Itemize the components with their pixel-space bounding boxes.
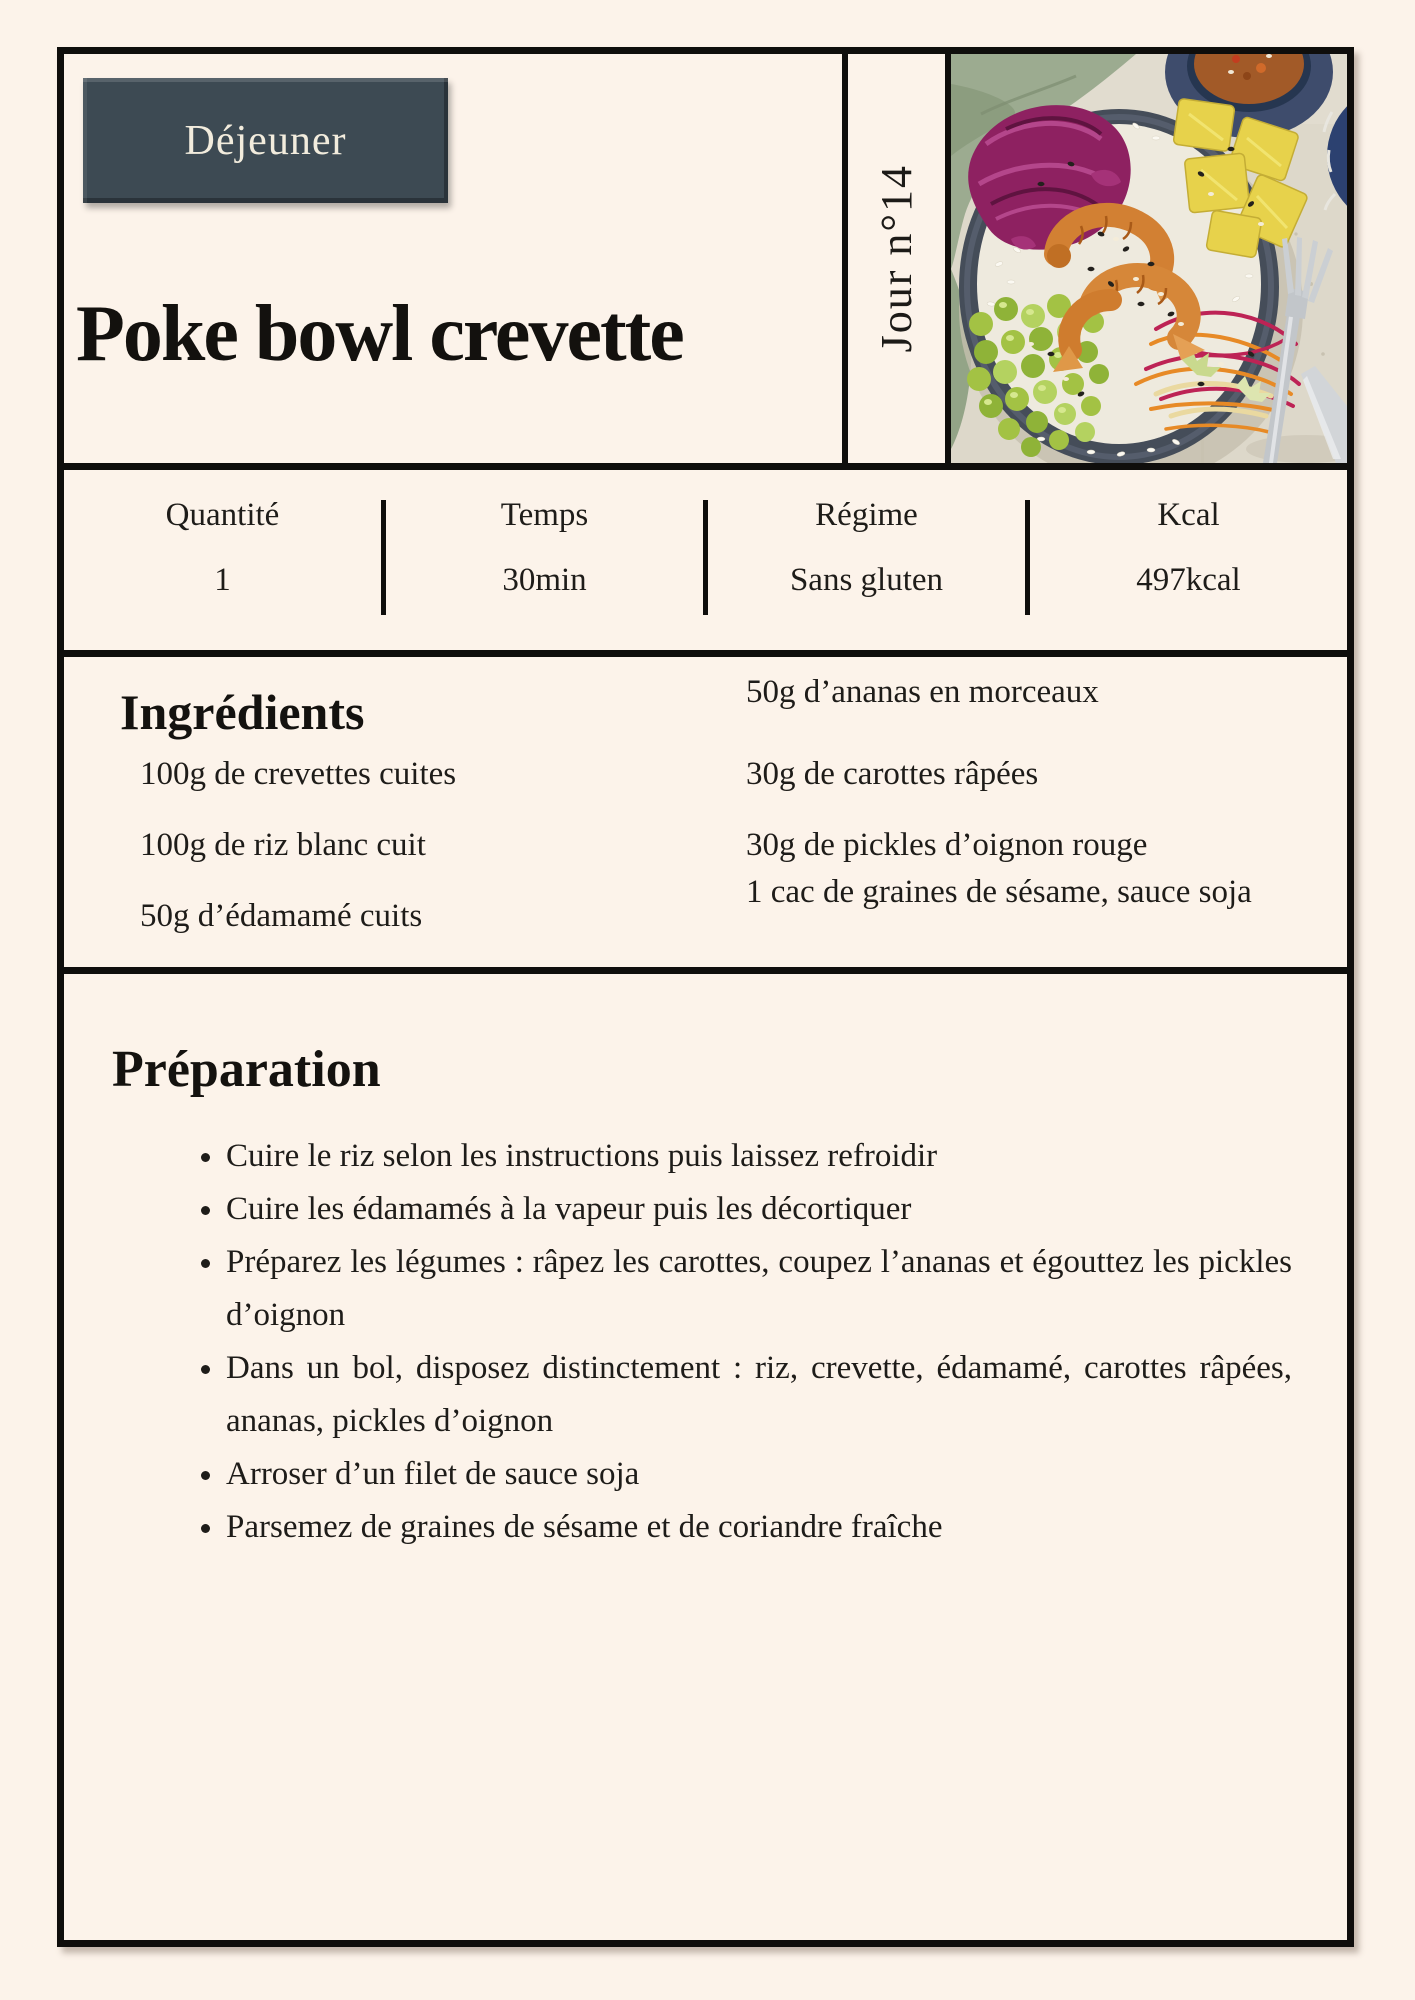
ingredients-heading: Ingrédients [120,684,365,740]
preparation-step: • Cuire les édamamés à la vapeur puis les décortiquer [226,1183,1292,1236]
info-value: 497kcal [1136,562,1241,598]
ingredient-item: 1 cac de graines de sésame, sauce soja [746,874,1252,910]
ingredient-item: 30g de carottes râpées [746,756,1039,792]
preparation-heading: Préparation [112,1041,381,1098]
header-row [64,54,1347,470]
info-value: 1 [214,562,231,598]
preparation-steps-list [192,1130,1292,1554]
recipe-title: Poke bowl crevette [76,290,683,378]
info-col-quantity [64,470,381,650]
info-value: Sans gluten [789,562,944,598]
ingredient-item: 100g de riz blanc cuit [140,827,426,863]
preparation-step: • Cuire le riz selon les instructions puis laissez refroidir [226,1130,1292,1183]
preparation-step: • Parsemez de graines de sésame et de coriandre fraîche [226,1501,1292,1554]
ingredients-right-column [746,672,1291,916]
info-label: Régime [815,497,918,533]
ingredient-item: 50g d’édamamé cuits [140,898,423,934]
info-value: 30min [502,562,587,598]
ingredient-item: 100g de crevettes cuites [140,756,457,792]
ingredients-section [64,657,1347,974]
info-label: Kcal [1157,497,1220,533]
ingredient-item: 50g d’ananas en morceaux [746,674,1099,710]
ingredients-left-column [140,754,456,967]
photo-cell [951,54,1347,463]
info-col-diet [708,470,1025,650]
recipe-card [57,47,1354,1947]
title-cell [64,54,848,463]
recipe-photo [951,54,1347,463]
preparation-step: • Arroser d’un filet de sauce soja [226,1448,1292,1501]
info-label: Quantité [165,497,280,533]
info-bar [64,470,1347,657]
day-number-label: Jour n°14 [872,164,921,353]
ingredient-item: 30g de pickles d’oignon rouge [746,827,1148,863]
meal-badge-label: Déjeuner [184,117,347,164]
info-label: Temps [500,497,589,533]
info-col-kcal [1030,470,1347,650]
day-cell [848,54,951,463]
preparation-section [64,974,1347,1940]
info-col-time [386,470,703,650]
preparation-step: • Dans un bol, disposez distinctement : riz, crevette, édamamé, carottes râpées, ananas, pickles d’oignon [226,1342,1292,1448]
meal-badge [83,78,448,203]
preparation-step: • Préparez les légumes : râpez les carottes, coupez l’ananas et égouttez les pickles d’oignon [226,1236,1292,1342]
